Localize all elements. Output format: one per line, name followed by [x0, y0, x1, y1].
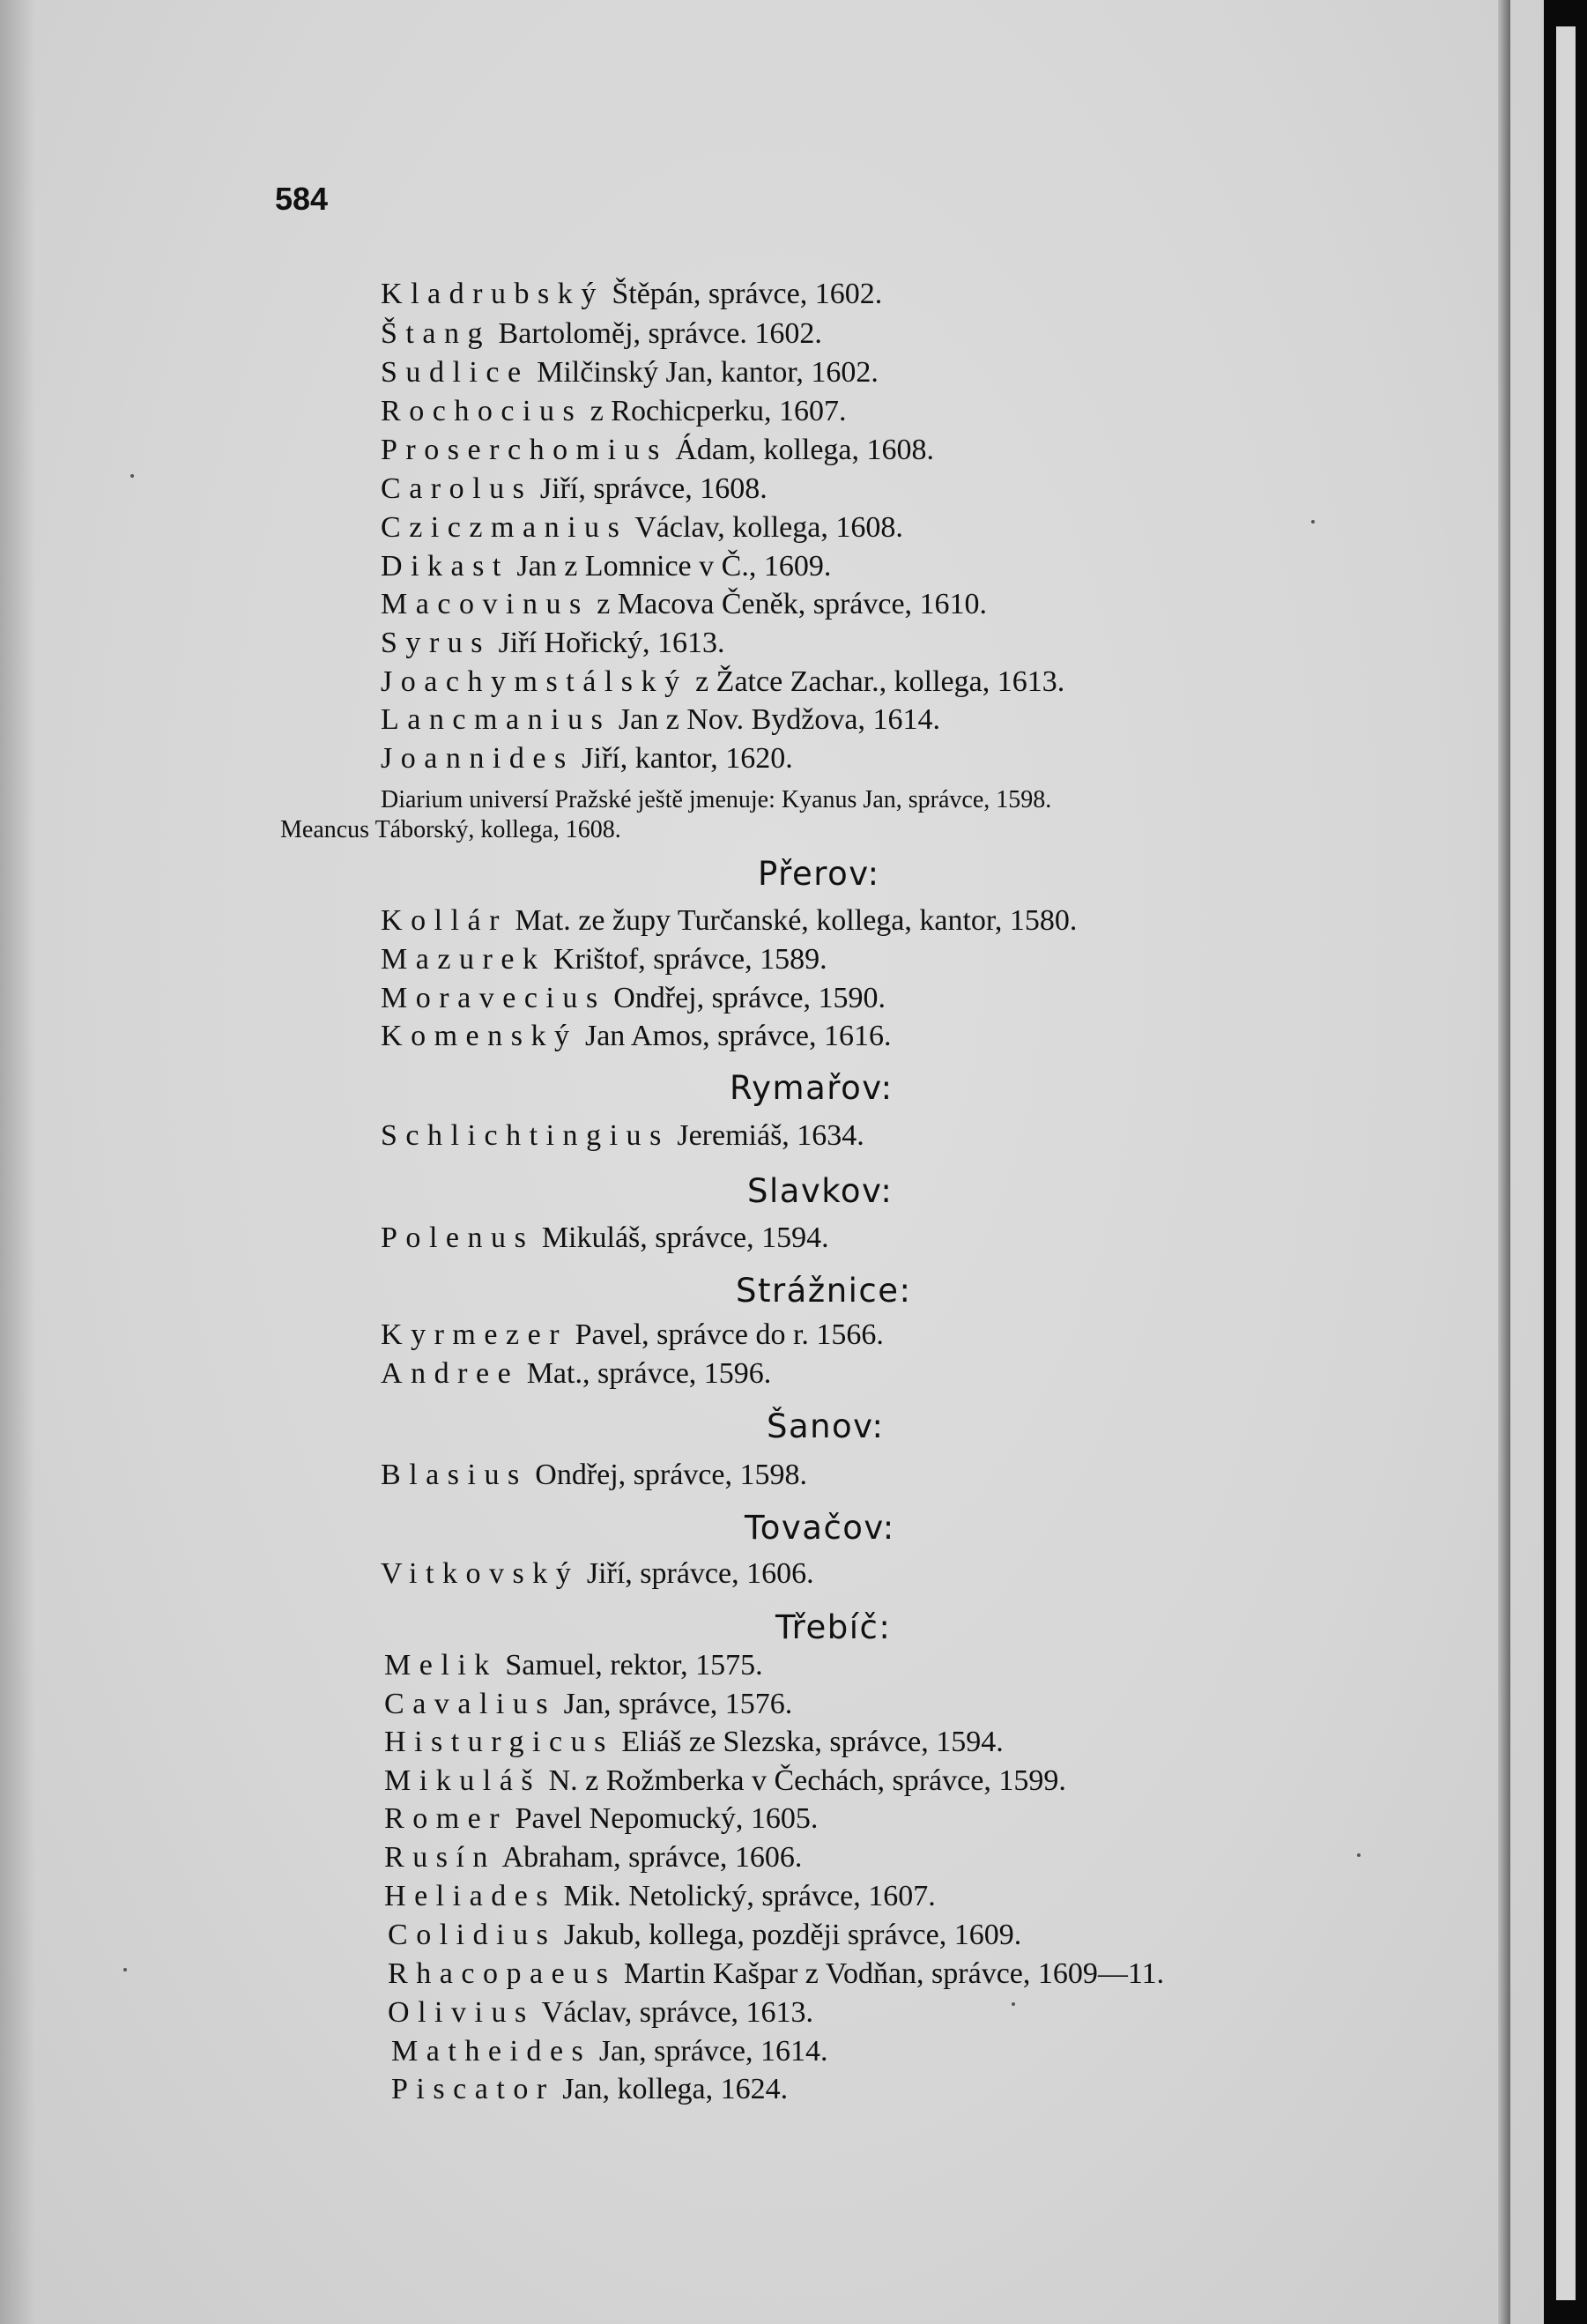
entry-name: Syrus: [381, 627, 492, 659]
entry-text: Jan, správce, 1576.: [556, 1688, 793, 1720]
entry-text: Mikuláš, správce, 1594.: [534, 1221, 829, 1254]
entry-text: Mik. Netolický, správce, 1607.: [556, 1880, 936, 1912]
list-item: [381, 1318, 884, 1352]
entry-text: Štěpán, správce, 1602.: [604, 278, 883, 310]
scan-speck: [1311, 520, 1315, 523]
list-item: [381, 588, 987, 621]
entry-name: Kladrubský: [381, 278, 604, 310]
entry-text: z Macova Čeněk, správce, 1610.: [589, 588, 988, 620]
entry-name: Andree: [381, 1357, 520, 1390]
entry-name: Olivius: [388, 1996, 535, 2029]
section-heading: Přerov:: [758, 855, 880, 893]
list-item: [381, 742, 793, 776]
entry-name: Štang: [381, 317, 492, 350]
list-item: [381, 317, 822, 351]
entry-text: Václav, správce, 1613.: [534, 1996, 814, 2029]
entry-name: Joachymstálský: [381, 665, 688, 698]
list-item: [381, 1020, 892, 1053]
entry-text: Mat., správce, 1596.: [519, 1357, 772, 1390]
scan-speck: [1012, 2002, 1015, 2006]
list-item: [391, 2073, 788, 2106]
section-heading: Třebíč:: [775, 1608, 892, 1646]
list-item: [381, 511, 903, 545]
list-item: [384, 1841, 802, 1875]
entry-text: Jan z Nov. Bydžova, 1614.: [611, 703, 940, 736]
entry-name: Vitkovský: [381, 1557, 580, 1590]
entry-text: Pavel, správce do r. 1566.: [567, 1318, 884, 1351]
entry-text: Bartoloměj, správce. 1602.: [491, 317, 822, 350]
entry-text: z Žatce Zachar., kollega, 1613.: [687, 665, 1065, 698]
page-edge: [1498, 0, 1510, 2324]
entry-text: N. z Rožmberka v Čechách, správce, 1599.: [541, 1764, 1066, 1797]
list-item: [391, 2035, 827, 2068]
entry-name: Heliades: [384, 1880, 557, 1912]
entry-text: Jan, kollega, 1624.: [554, 2073, 789, 2105]
entry-text: Samuel, rektor, 1575.: [497, 1649, 763, 1682]
entry-name: Cavalius: [384, 1688, 557, 1720]
list-item: [384, 1726, 1004, 1759]
list-item: [381, 395, 847, 428]
list-item: [381, 278, 882, 311]
entry-text: Jiří, správce, 1608.: [532, 472, 768, 505]
entry-name: Rochocius: [381, 395, 583, 427]
list-item: [381, 627, 724, 660]
section-heading: Strážnice:: [736, 1272, 912, 1310]
list-item: [381, 904, 1077, 938]
list-item: [384, 1880, 936, 1913]
list-item: [381, 472, 768, 506]
list-item: [381, 982, 886, 1015]
entry-name: Joannides: [381, 742, 575, 775]
list-item: [384, 1688, 792, 1721]
entry-name: Histurgicus: [384, 1726, 614, 1758]
entry-name: Komenský: [381, 1020, 578, 1052]
list-item: [384, 1802, 818, 1836]
entry-name: Sudlice: [381, 356, 530, 389]
page-number: 584: [275, 181, 329, 217]
entry-text: Jiří Hořický, 1613.: [491, 627, 725, 659]
entry-name: Moravecius: [381, 982, 606, 1014]
entry-name: Polenus: [381, 1221, 535, 1254]
entry-name: Piscator: [391, 2073, 555, 2105]
page-gutter-shadow: [0, 0, 35, 2324]
adjacent-page-edge: [1556, 26, 1576, 2300]
list-item: [384, 1649, 763, 1682]
entry-text: Ondřej, správce, 1590.: [605, 982, 886, 1014]
entry-name: Mikuláš: [384, 1764, 542, 1797]
entry-name: Colidius: [388, 1919, 557, 1951]
entry-text: Milčinský Jan, kantor, 1602.: [529, 356, 879, 389]
entry-name: Kollár: [381, 904, 508, 937]
entry-text: Jan z Lomnice v Č., 1609.: [508, 550, 832, 583]
entry-text: Václav, kollega, 1608.: [627, 511, 903, 544]
entry-name: Lancmanius: [381, 703, 612, 736]
entry-text: Mat. ze župy Turčanské, kollega, kantor, 1580.: [507, 904, 1078, 937]
list-item: [381, 1557, 814, 1591]
entry-name: Mazurek: [381, 943, 546, 976]
scan-speck: [1357, 1853, 1361, 1857]
scan-border: [1544, 0, 1587, 2324]
entry-text: Pavel Nepomucký, 1605.: [508, 1802, 819, 1835]
entry-text: Jiří, kantor, 1620.: [574, 742, 793, 775]
list-item: [381, 665, 1064, 699]
list-item: [381, 434, 934, 467]
list-item: [381, 1119, 864, 1153]
entry-name: Rhacopaeus: [388, 1957, 617, 1990]
list-item: [388, 1957, 1164, 1991]
list-item: [381, 356, 879, 390]
entry-name: Dikast: [381, 550, 509, 583]
list-item: [381, 550, 831, 583]
entry-name: Schlichtingius: [381, 1119, 670, 1152]
entry-name: Romer: [384, 1802, 508, 1835]
list-item: [388, 1996, 813, 2030]
entry-name: Macovinus: [381, 588, 590, 620]
scan-speck: [130, 474, 134, 478]
entry-text: Krištof, správce, 1589.: [545, 943, 827, 976]
list-item: [388, 1919, 1021, 1952]
note-line-1: Diarium universí Pražské ještě jmenuje: Kyanus Jan, správce, 1598.: [381, 786, 1052, 813]
note-line-2: Meancus Táborský, kollega, 1608.: [280, 816, 621, 843]
section-heading: Šanov:: [767, 1407, 885, 1445]
entry-text: z Rochicperku, 1607.: [582, 395, 847, 427]
list-item: [381, 1459, 807, 1492]
list-item: [384, 1764, 1066, 1798]
entry-text: Martin Kašpar z Vodňan, správce, 1609—11.: [616, 1957, 1165, 1990]
section-heading: Tovačov:: [745, 1509, 895, 1547]
list-item: [381, 943, 827, 976]
entry-text: Jan Amos, správce, 1616.: [577, 1020, 892, 1052]
entry-text: Ondřej, správce, 1598.: [527, 1459, 808, 1491]
entry-text: Abraham, správce, 1606.: [495, 1841, 803, 1874]
entry-name: Rusín: [384, 1841, 496, 1874]
entry-name: Carolus: [381, 472, 533, 505]
list-item: [381, 703, 940, 737]
entry-name: Kyrmezer: [381, 1318, 568, 1351]
entry-text: Jiří, správce, 1606.: [579, 1557, 814, 1590]
entry-name: Proserchomius: [381, 434, 668, 466]
entry-name: Cziczmanius: [381, 511, 628, 544]
entry-text: Ádam, kollega, 1608.: [667, 434, 935, 466]
entry-text: Eliáš ze Slezska, správce, 1594.: [613, 1726, 1004, 1758]
section-heading: Slavkov:: [747, 1172, 894, 1210]
list-item: [381, 1221, 829, 1255]
list-item: [381, 1357, 771, 1391]
entry-text: Jan, správce, 1614.: [591, 2035, 828, 2068]
entry-name: Blasius: [381, 1459, 528, 1491]
entry-text: Jakub, kollega, později správce, 1609.: [556, 1919, 1022, 1951]
section-heading: Rymařov:: [730, 1069, 894, 1107]
entry-name: Matheides: [391, 2035, 592, 2068]
entry-text: Jeremiáš, 1634.: [669, 1119, 864, 1152]
entry-name: Melik: [384, 1649, 498, 1682]
scan-speck: [123, 1968, 127, 1971]
